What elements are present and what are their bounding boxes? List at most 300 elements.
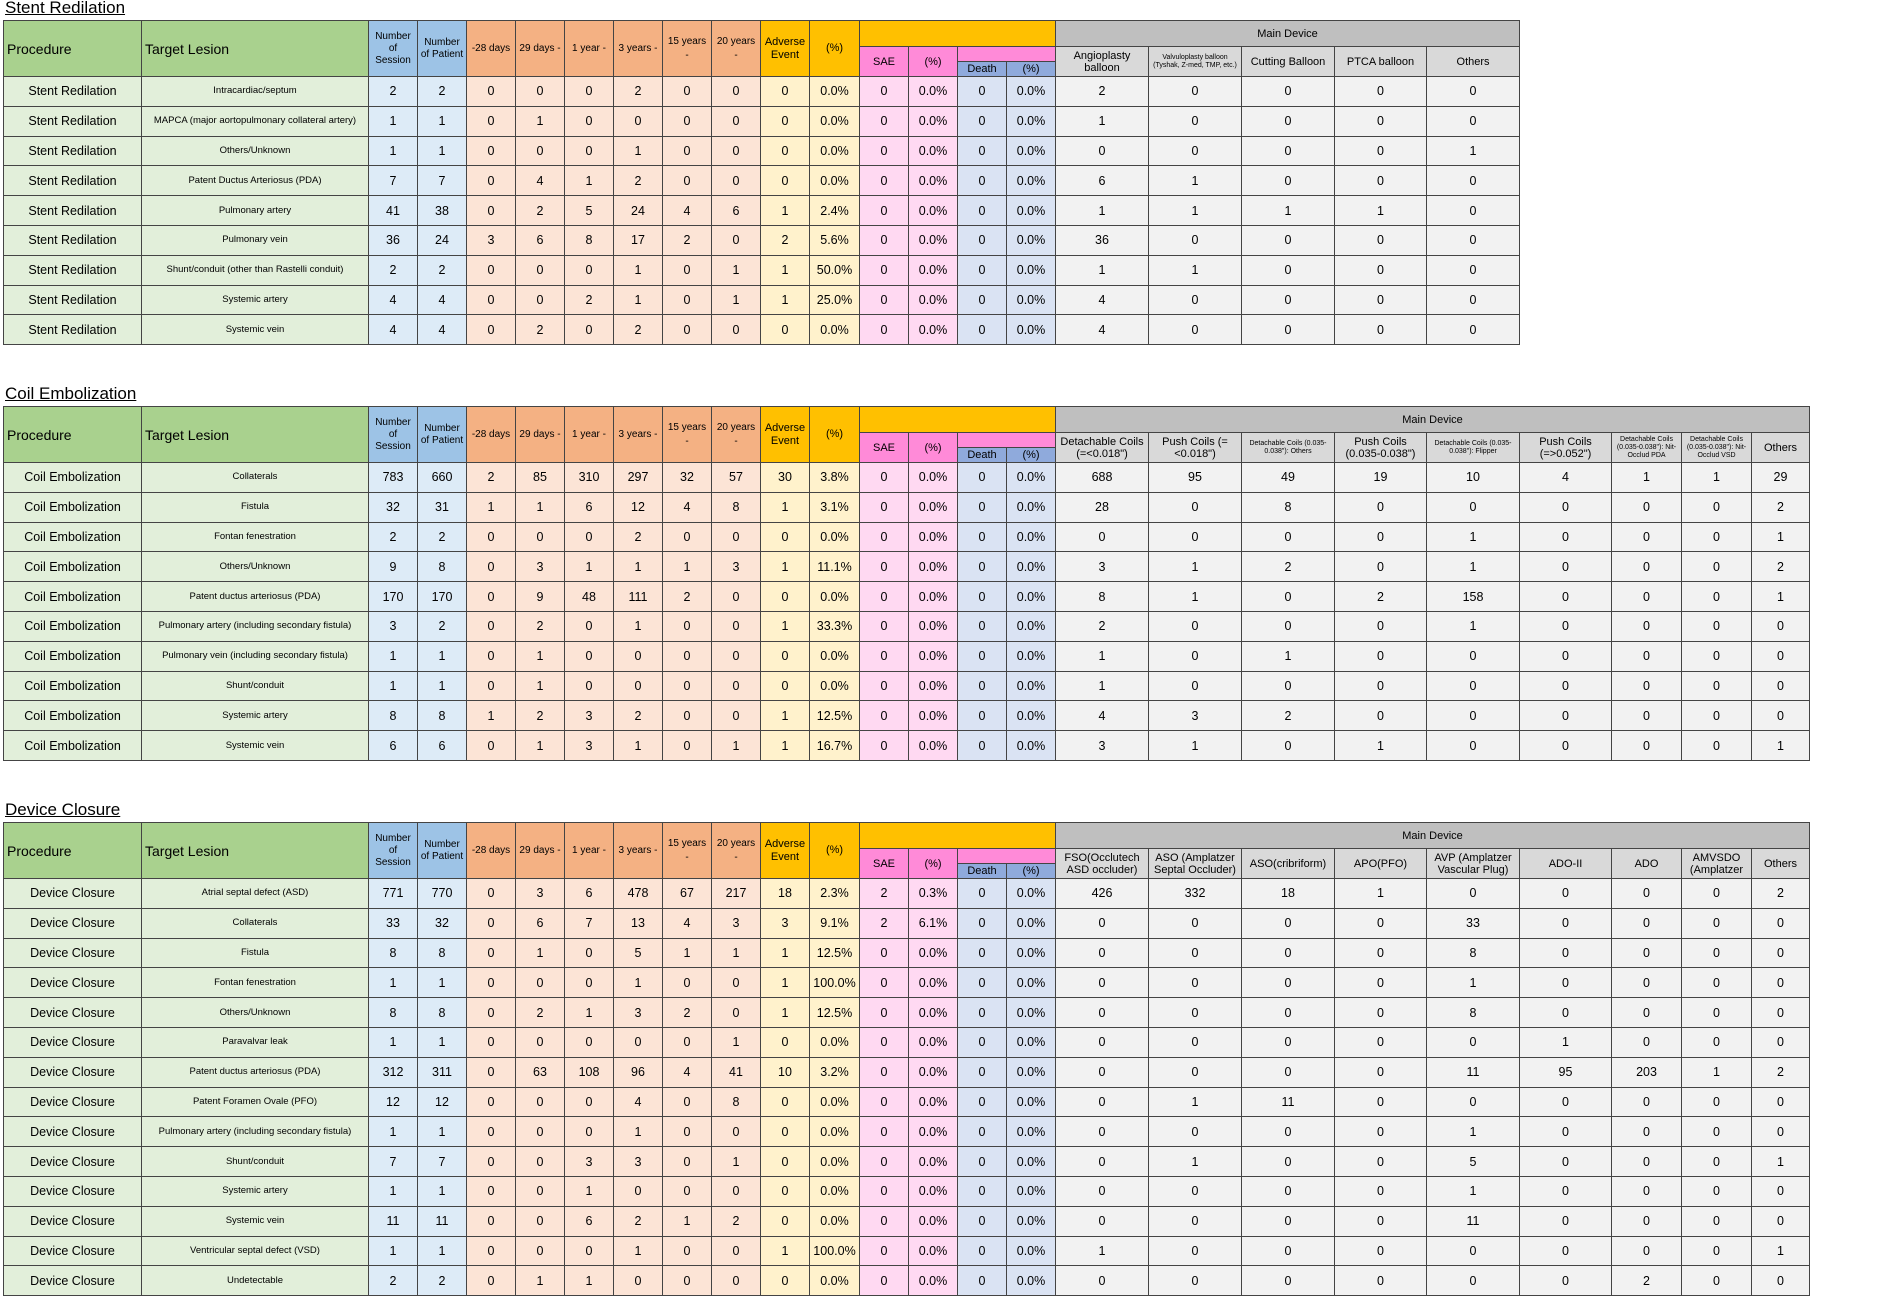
value-cell: 1 [1056,1236,1149,1266]
value-cell: 0 [516,1206,565,1236]
value-cell: 0.0% [1007,225,1056,255]
value-cell: 4 [369,285,418,315]
value-cell: 0 [1149,1117,1242,1147]
value-cell: 0 [761,315,810,345]
value-cell: 0 [467,1117,516,1147]
value-cell: 0 [958,315,1007,345]
value-cell: 0 [860,582,909,612]
header-device: Angioplasty balloon [1056,47,1149,77]
table-row [4,879,1810,909]
value-cell: 0 [1520,701,1612,731]
header-procedure: Procedure [4,21,142,77]
value-cell: 0 [1752,908,1810,938]
value-cell: 1 [712,731,761,761]
value-cell: 25.0% [810,285,860,315]
table-row [4,731,1810,761]
value-cell: 0 [860,1266,909,1296]
value-cell: 0 [663,315,712,345]
value-cell: 4 [418,285,467,315]
value-cell: 0 [663,1266,712,1296]
value-cell: 0 [1682,1206,1752,1236]
value-cell: 1 [369,1176,418,1206]
value-cell: 1 [516,106,565,136]
value-cell: 0 [565,641,614,671]
value-cell: 0 [1612,701,1682,731]
procedure-cell: Stent Redilation [4,315,142,345]
value-cell: 0 [1612,1206,1682,1236]
value-cell: 0 [1056,1057,1149,1087]
header-device: AVP (Amplatzer Vascular Plug) [1427,849,1520,879]
value-cell: 0 [1056,938,1149,968]
value-cell: 4 [418,315,467,345]
value-cell: 1 [1752,731,1810,761]
value-cell: 18 [761,879,810,909]
value-cell: 0.0% [909,166,958,196]
value-cell: 0 [1149,968,1242,998]
procedure-cell: Device Closure [4,968,142,998]
value-cell: 0 [958,136,1007,166]
value-cell: 311 [418,1057,467,1087]
value-cell: 0 [860,1206,909,1236]
value-cell: 0 [467,879,516,909]
value-cell: 0 [516,255,565,285]
value-cell: 0.0% [1007,938,1056,968]
value-cell: 0 [860,522,909,552]
value-cell: 7 [418,166,467,196]
value-cell: 1 [1149,1147,1242,1177]
value-cell: 0.0% [909,315,958,345]
header-sessions: Number of Session [369,407,418,463]
value-cell: 0 [860,552,909,582]
value-cell: 6 [418,731,467,761]
value-cell: 0 [958,1057,1007,1087]
value-cell: 0 [761,1117,810,1147]
value-cell: 0 [516,1087,565,1117]
value-cell: 8 [369,998,418,1028]
value-cell: 0 [1335,136,1427,166]
procedure-cell: Stent Redilation [4,136,142,166]
value-cell: 1 [516,938,565,968]
value-cell: 0.0% [1007,285,1056,315]
value-cell: 1 [614,255,663,285]
value-cell: 0 [1242,225,1335,255]
value-cell: 0.0% [1007,968,1056,998]
value-cell: 0 [1149,492,1242,522]
value-cell: 0 [1427,106,1520,136]
value-cell: 0 [712,225,761,255]
procedure-cell: Coil Embolization [4,522,142,552]
procedure-cell: Device Closure [4,1176,142,1206]
value-cell: 2 [614,1206,663,1236]
value-cell: 12.5% [810,701,860,731]
value-cell: 1 [1242,196,1335,226]
header-death: Death [958,864,1007,879]
lesion-cell: Fontan fenestration [142,968,369,998]
value-cell: 0 [1149,285,1242,315]
value-cell: 0 [860,968,909,998]
header-band [860,21,1056,47]
value-cell: 660 [418,463,467,493]
value-cell: 0 [467,77,516,107]
value-cell: 0 [1682,492,1752,522]
value-cell: 0 [1242,1027,1335,1057]
value-cell: 0 [860,285,909,315]
value-cell: 12 [614,492,663,522]
header-patients: Number of Patient [418,21,467,77]
value-cell: 0 [712,611,761,641]
value-cell: 0 [1335,998,1427,1028]
value-cell: 771 [369,879,418,909]
value-cell: 0.0% [1007,106,1056,136]
value-cell: 0 [860,1087,909,1117]
value-cell: 2 [1242,701,1335,731]
value-cell: 11 [369,1206,418,1236]
value-cell: 8 [712,492,761,522]
value-cell: 0 [860,225,909,255]
header-period: 29 days - [516,823,565,879]
value-cell: 0 [1335,1117,1427,1147]
value-cell: 1 [761,285,810,315]
value-cell: 0 [712,315,761,345]
value-cell: 1 [565,1176,614,1206]
value-cell: 0 [467,552,516,582]
value-cell: 95 [1520,1057,1612,1087]
header-death-pct: (%) [1007,62,1056,77]
value-cell: 0 [1682,701,1752,731]
value-cell: 95 [1149,463,1242,493]
value-cell: 18 [1242,879,1335,909]
value-cell: 0.0% [1007,582,1056,612]
value-cell: 0 [958,1206,1007,1236]
value-cell: 0 [516,1027,565,1057]
value-cell: 1 [516,641,565,671]
header-sae-pct: (%) [909,849,958,879]
header-period: -28 days [467,21,516,77]
value-cell: 5 [1427,1147,1520,1177]
value-cell: 48 [565,582,614,612]
lesion-cell: Undetectable [142,1266,369,1296]
lesion-cell: Collaterals [142,908,369,938]
value-cell: 2 [614,166,663,196]
value-cell: 2 [663,582,712,612]
value-cell: 0 [1520,522,1612,552]
value-cell: 7 [369,166,418,196]
value-cell: 2 [1752,492,1810,522]
value-cell: 0 [1335,225,1427,255]
header-period: 20 years - [712,823,761,879]
header-adverse-pct: (%) [810,407,860,463]
value-cell: 0 [712,671,761,701]
value-cell: 1 [1056,196,1149,226]
value-cell: 1 [712,938,761,968]
value-cell: 0 [1149,315,1242,345]
value-cell: 0 [565,315,614,345]
value-cell: 3 [1056,731,1149,761]
value-cell: 1 [1427,611,1520,641]
value-cell: 8 [565,225,614,255]
value-cell: 0 [1612,1147,1682,1177]
value-cell: 0 [860,77,909,107]
value-cell: 0 [958,225,1007,255]
value-cell: 0 [1752,1206,1810,1236]
value-cell: 0 [1149,641,1242,671]
value-cell: 1 [1752,1236,1810,1266]
value-cell: 0 [958,196,1007,226]
value-cell: 0 [1242,731,1335,761]
value-cell: 170 [369,582,418,612]
value-cell: 1 [369,136,418,166]
value-cell: 0 [860,166,909,196]
value-cell: 0 [1242,77,1335,107]
value-cell: 36 [369,225,418,255]
value-cell: 0 [1335,1057,1427,1087]
value-cell: 0.0% [810,77,860,107]
value-cell: 1 [761,701,810,731]
value-cell: 4 [1056,285,1149,315]
procedure-cell: Coil Embolization [4,701,142,731]
value-cell: 0 [860,641,909,671]
value-cell: 0 [1682,611,1752,641]
value-cell: 0 [516,1147,565,1177]
value-cell: 0 [712,998,761,1028]
header-death: Death [958,448,1007,463]
value-cell: 1 [369,671,418,701]
value-cell: 6 [1056,166,1149,196]
value-cell: 1 [418,641,467,671]
procedure-cell: Coil Embolization [4,611,142,641]
value-cell: 1 [761,731,810,761]
table-row [4,611,1810,641]
value-cell: 1 [369,1236,418,1266]
value-cell: 0 [860,136,909,166]
value-cell: 0 [1335,1266,1427,1296]
value-cell: 0 [565,611,614,641]
value-cell: 0 [1682,1266,1752,1296]
value-cell: 1 [418,1236,467,1266]
lesion-cell: Others/Unknown [142,136,369,166]
lesion-cell: Collaterals [142,463,369,493]
value-cell: 0 [1682,908,1752,938]
value-cell: 0 [467,1266,516,1296]
value-cell: 478 [614,879,663,909]
value-cell: 0 [467,1236,516,1266]
value-cell: 3 [467,225,516,255]
section-title: Device Closure [5,800,121,819]
value-cell: 5.6% [810,225,860,255]
value-cell: 0 [1752,611,1810,641]
value-cell: 1 [712,1027,761,1057]
value-cell: 3 [761,908,810,938]
value-cell: 0 [1752,998,1810,1028]
value-cell: 0.0% [1007,671,1056,701]
value-cell: 0 [958,671,1007,701]
value-cell: 0.0% [1007,879,1056,909]
value-cell: 1 [565,998,614,1028]
value-cell: 0 [1149,671,1242,701]
value-cell: 4 [1056,315,1149,345]
value-cell: 1 [663,938,712,968]
value-cell: 0 [516,285,565,315]
value-cell: 8 [418,998,467,1028]
value-cell: 1 [418,671,467,701]
value-cell: 0 [1149,611,1242,641]
value-cell: 1 [761,938,810,968]
value-cell: 0 [467,671,516,701]
value-cell: 1 [761,492,810,522]
value-cell: 2 [663,998,712,1028]
table-row [4,285,1520,315]
value-cell: 0 [467,106,516,136]
value-cell: 0 [565,255,614,285]
value-cell: 0 [1520,998,1612,1028]
value-cell: 0 [712,968,761,998]
value-cell: 0 [712,1236,761,1266]
value-cell: 0 [1427,1236,1520,1266]
value-cell: 0 [467,968,516,998]
value-cell: 2 [614,77,663,107]
header-band [958,849,1056,864]
value-cell: 1 [1056,671,1149,701]
value-cell: 0 [663,641,712,671]
value-cell: 0.0% [909,938,958,968]
value-cell: 108 [565,1057,614,1087]
value-cell: 332 [1149,879,1242,909]
value-cell: 0 [1335,492,1427,522]
value-cell: 0 [467,315,516,345]
value-cell: 0 [860,731,909,761]
value-cell: 0 [1682,1147,1752,1177]
header-row [4,407,1810,433]
value-cell: 0 [712,641,761,671]
value-cell: 1 [516,671,565,701]
value-cell: 0 [516,968,565,998]
value-cell: 1 [761,255,810,285]
value-cell: 0 [958,1236,1007,1266]
value-cell: 1 [614,611,663,641]
value-cell: 2 [418,1266,467,1296]
value-cell: 0 [761,1266,810,1296]
header-device: ASO (Amplatzer Septal Occluder) [1149,849,1242,879]
procedure-cell: Device Closure [4,938,142,968]
value-cell: 0 [958,492,1007,522]
value-cell: 0 [1612,1027,1682,1057]
value-cell: 85 [516,463,565,493]
value-cell: 0 [958,106,1007,136]
value-cell: 0 [958,1266,1007,1296]
value-cell: 0 [1520,492,1612,522]
value-cell: 1 [418,1117,467,1147]
value-cell: 0.0% [909,225,958,255]
value-cell: 0 [663,1027,712,1057]
value-cell: 2.4% [810,196,860,226]
value-cell: 0 [467,1057,516,1087]
header-period: 1 year - [565,21,614,77]
value-cell: 2 [663,225,712,255]
lesion-cell: MAPCA (major aortopulmonary collateral artery) [142,106,369,136]
value-cell: 0 [1242,1206,1335,1236]
value-cell: 0 [1682,1236,1752,1266]
value-cell: 0 [761,582,810,612]
value-cell: 11.1% [810,552,860,582]
value-cell: 0 [1335,1147,1427,1177]
value-cell: 158 [1427,582,1520,612]
value-cell: 10 [761,1057,810,1087]
value-cell: 3 [516,552,565,582]
value-cell: 8 [418,552,467,582]
value-cell: 0.0% [810,1266,860,1296]
value-cell: 0 [614,106,663,136]
value-cell: 0 [467,136,516,166]
header-device: ADO [1612,849,1682,879]
value-cell: 5 [614,938,663,968]
value-cell: 2 [1612,1266,1682,1296]
value-cell: 0 [1682,1117,1752,1147]
value-cell: 0 [1335,1236,1427,1266]
lesion-cell: Systemic vein [142,315,369,345]
procedure-cell: Coil Embolization [4,552,142,582]
procedure-cell: Stent Redilation [4,196,142,226]
value-cell: 6 [565,492,614,522]
header-device: Detachable Coils (0.035-0.038"): Nit-Occlud VSD [1682,433,1752,463]
value-cell: 1 [1149,1087,1242,1117]
table-row [4,106,1520,136]
value-cell: 1 [1427,136,1520,166]
value-cell: 6 [565,1206,614,1236]
value-cell: 0 [860,1117,909,1147]
value-cell: 0 [1242,1057,1335,1087]
value-cell: 4 [1520,463,1612,493]
value-cell: 0 [1612,552,1682,582]
value-cell: 0 [860,1057,909,1087]
value-cell: 1 [467,701,516,731]
header-target-lesion: Target Lesion [142,407,369,463]
value-cell: 0 [467,1206,516,1236]
value-cell: 1 [1056,641,1149,671]
value-cell: 0 [663,1117,712,1147]
lesion-cell: Systemic vein [142,731,369,761]
value-cell: 1 [1056,255,1149,285]
value-cell: 17 [614,225,663,255]
value-cell: 4 [1056,701,1149,731]
value-cell: 0.0% [909,255,958,285]
value-cell: 63 [516,1057,565,1087]
value-cell: 1 [1427,1176,1520,1206]
header-band [860,823,1056,849]
value-cell: 0.0% [909,106,958,136]
value-cell: 100.0% [810,1236,860,1266]
value-cell: 0 [614,1176,663,1206]
value-cell: 8 [418,701,467,731]
value-cell: 6.1% [909,908,958,938]
value-cell: 4 [614,1087,663,1117]
procedure-cell: Device Closure [4,1087,142,1117]
value-cell: 0.3% [909,879,958,909]
value-cell: 0 [1056,1087,1149,1117]
value-cell: 0 [663,255,712,285]
value-cell: 0 [1520,641,1612,671]
value-cell: 0 [1335,552,1427,582]
lesion-cell: Systemic artery [142,701,369,731]
value-cell: 0.0% [1007,908,1056,938]
value-cell: 1 [614,552,663,582]
lesion-cell: Shunt/conduit (other than Rastelli conduit) [142,255,369,285]
header-period: 1 year - [565,823,614,879]
value-cell: 0 [1335,1087,1427,1117]
value-cell: 1 [761,552,810,582]
lesion-cell: Ventricular septal defect (VSD) [142,1236,369,1266]
value-cell: 0 [860,1147,909,1177]
value-cell: 3.2% [810,1057,860,1087]
